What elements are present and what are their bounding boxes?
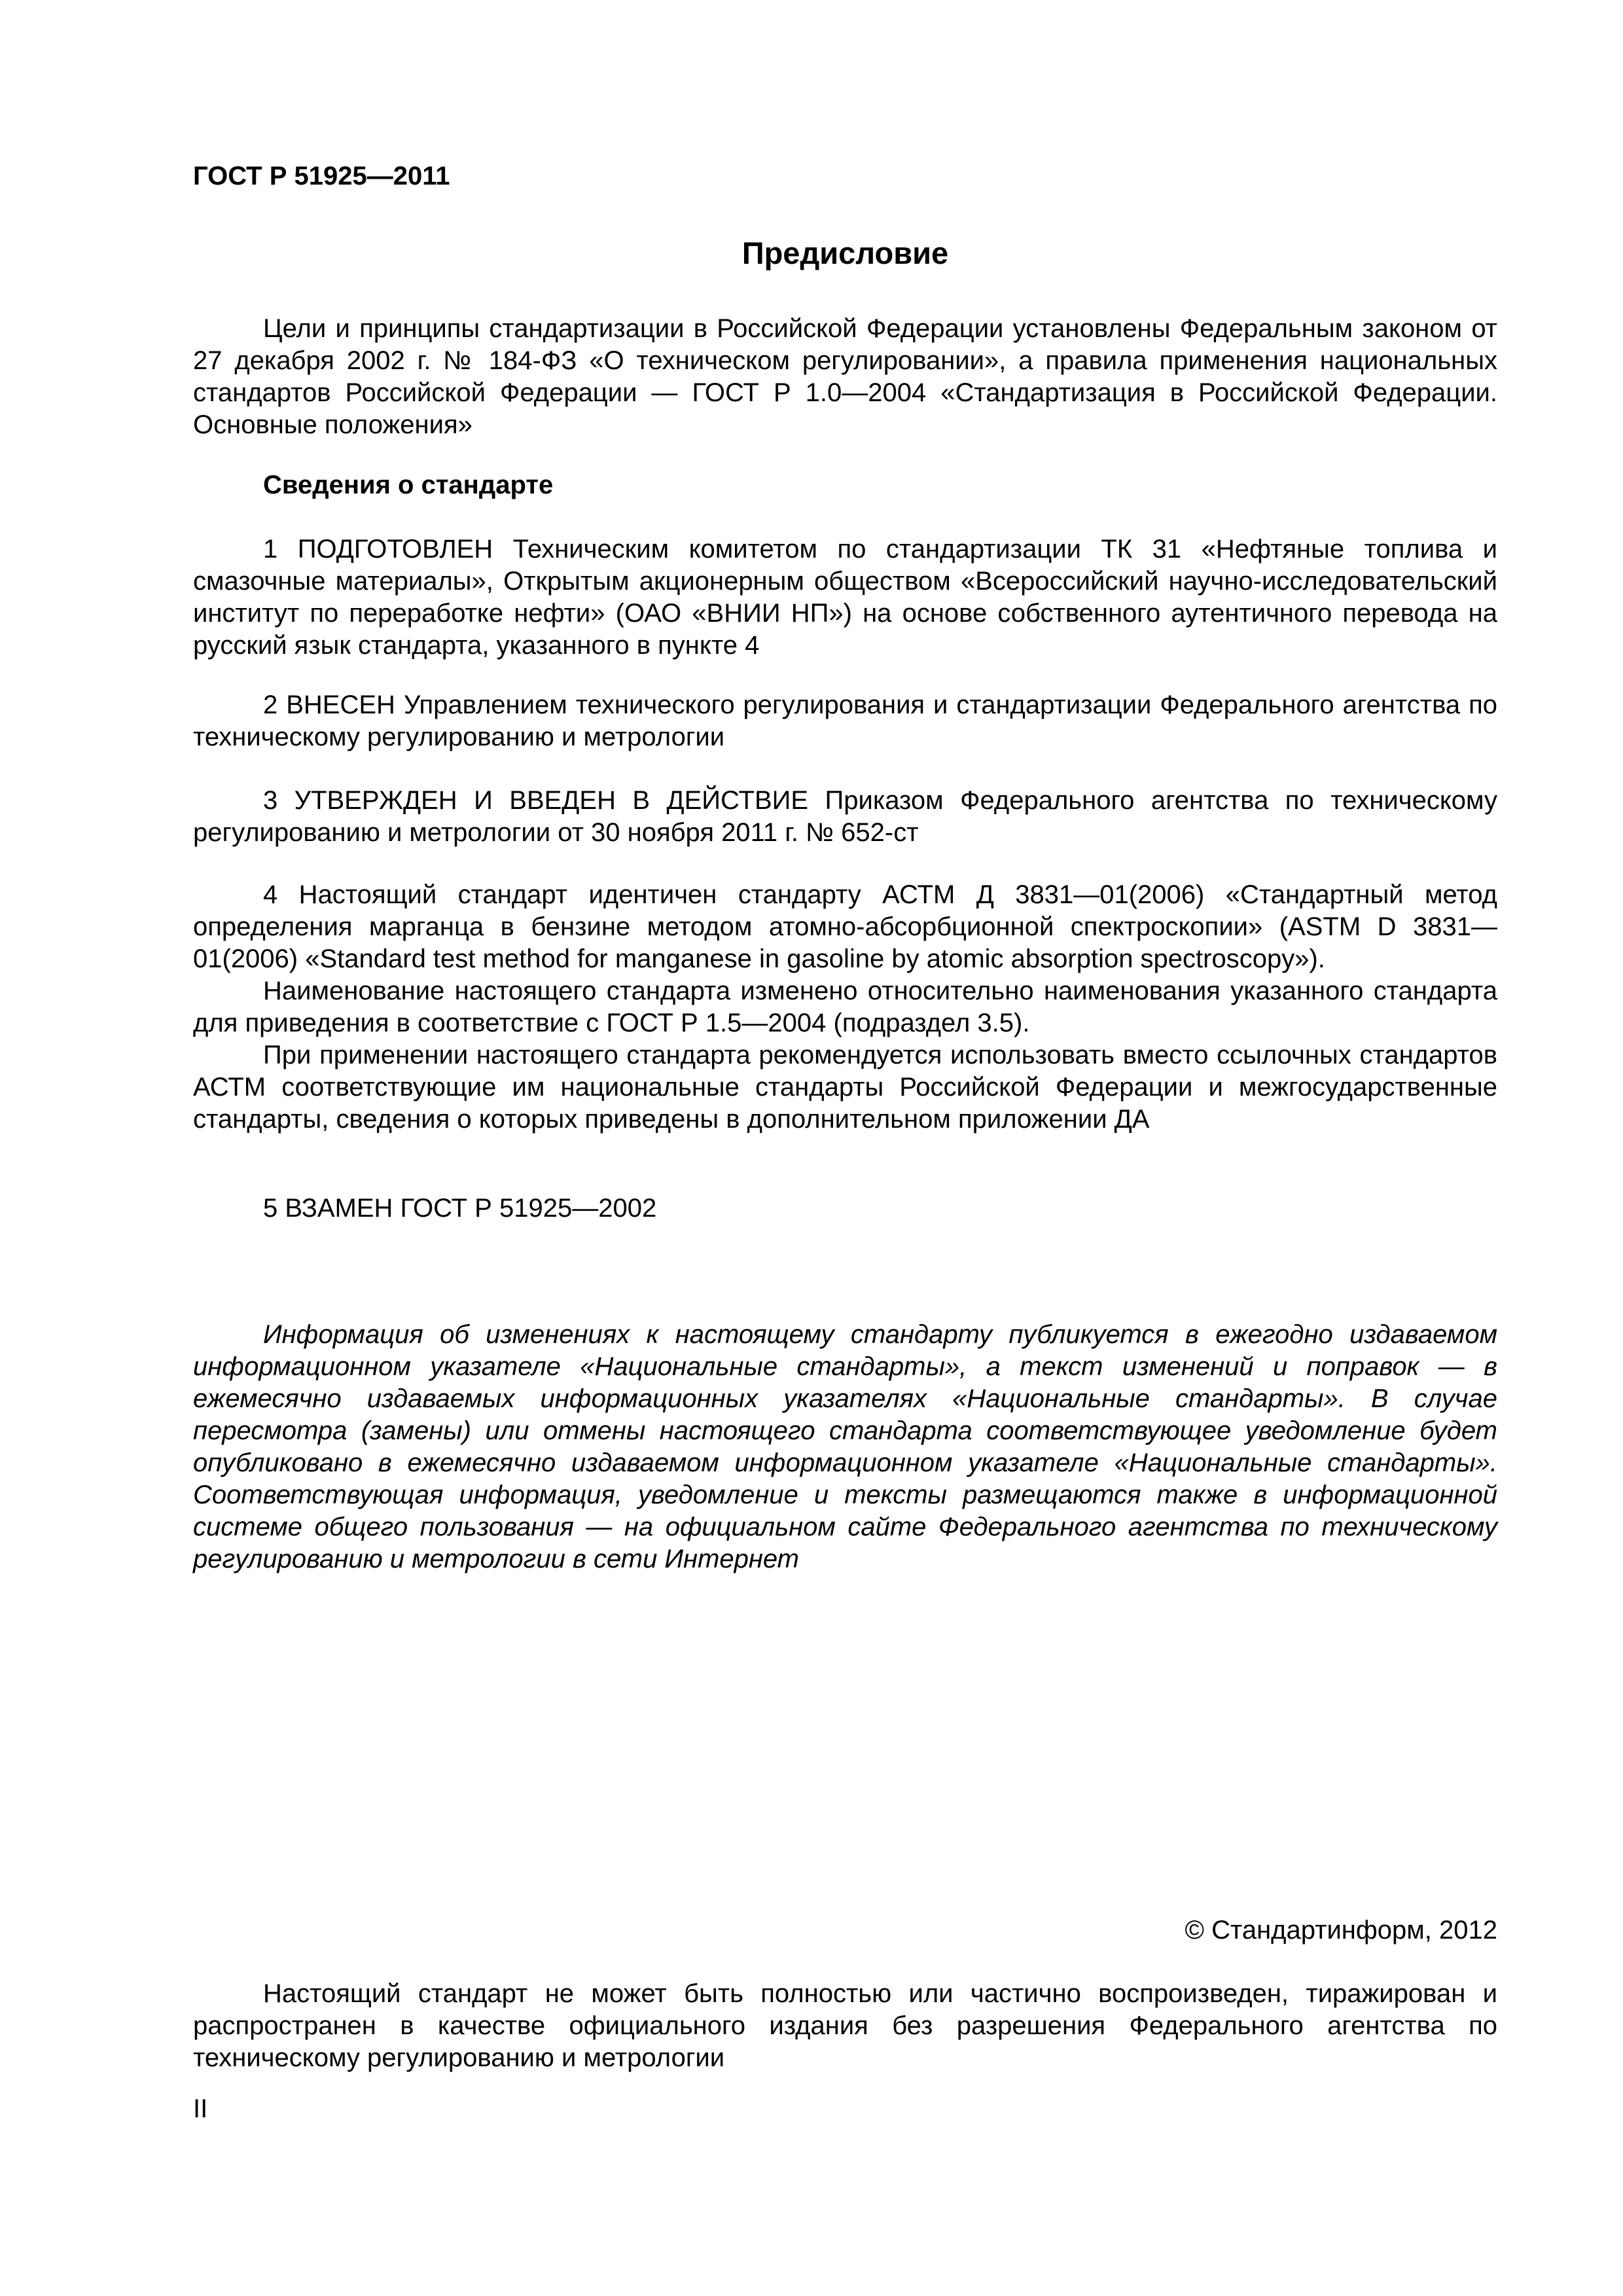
- item-2-paragraph: 2 ВНЕСЕН Управлением технического регулирования и стандартизации Федерального агентства по техническому регулированию и метрологии: [193, 691, 1497, 751]
- item-4-rename-paragraph: Наименование настоящего стандарта изменено относительно наименования указанного стандарта для приведения в соответствие с ГОСТ Р 1.5—2004 (подраздел 3.5).: [193, 977, 1497, 1037]
- item-3-paragraph: 3 УТВЕРЖДЕН И ВВЕДЕН В ДЕЙСТВИЕ Приказом Федерального агентства по техническому регулированию и метрологии от 30 ноября 2011 г. № 652-ст: [193, 786, 1497, 847]
- copyright-notice: © Стандартинформ, 2012: [1185, 1916, 1497, 1945]
- item-5-paragraph: 5 ВЗАМЕН ГОСТ Р 51925—2002: [263, 1194, 657, 1223]
- item-4-references-paragraph: При применении настоящего стандарта рекомендуется использовать вместо ссылочных стандартов АСТМ соответствующие им национальные стандарты Российской Федерации и межгосударственные стандарты, сведения о которых приведены в дополнительном приложении ДА: [193, 1041, 1497, 1134]
- section-subheading: Сведения о стандарте: [263, 471, 554, 499]
- page-number: II: [193, 2094, 208, 2123]
- changes-notice: Информация об изменениях к настоящему стандарту публикуется в ежегодно издаваемом информационном указателе «Национальные стандарты», а текст изменений и поправок — в ежемесячно издаваемых информационных указателях «Национальные стандарты». В случае пересмотра (замены) или отмены настоящего стандарта соответствующее уведомление будет опубликовано в ежемесячно издаваемом информационном указателе «Национальные стандарты». Соответствующая информация, уведомление и тексты размещаются также в информационной системе общего пользования — на официальном сайте Федерального агентства по техническому регулированию и метрологии в сети Интернет: [193, 1320, 1497, 1573]
- document-code: ГОСТ Р 51925—2011: [193, 162, 450, 190]
- item-4-group: [193, 879, 1497, 1136]
- reproduction-restriction: Настоящий стандарт не может быть полностью или частично воспроизведен, тиражирован и распространен в качестве официального издания без разрешения Федерального агентства по техническому регулированию и метрологии: [193, 1979, 1497, 2072]
- page-title: Предисловие: [741, 236, 949, 270]
- item-4-paragraph: 4 Настоящий стандарт идентичен стандарту АСТМ Д 3831—01(2006) «Стандартный метод определения марганца в бензине методом атомно-абсорбционной спектроскопии» (ASTM D 3831—01(2006) «Standard test method for manganese in gasoline by atomic absorption spectroscopy»).: [193, 880, 1497, 973]
- item-1-paragraph: 1 ПОДГОТОВЛЕН Техническим комитетом по стандартизации ТК 31 «Нефтяные топлива и смазочные материалы», Открытым акционерным обществом «Всероссийский научно-исследовательский институт по переработке нефти» (ОАО «ВНИИ НП») на основе собственного аутентичного перевода на русский язык стандарта, указанного в пункте 4: [193, 535, 1497, 660]
- intro-paragraph: Цели и принципы стандартизации в Российской Федерации установлены Федеральным законом от 27 декабря 2002 г. № 184-ФЗ «О техническом регулировании», а правила применения национальных стандартов Российской Федерации — ГОСТ Р 1.0—2004 «Стандартизация в Российской Федерации. Основные положения»: [193, 314, 1497, 439]
